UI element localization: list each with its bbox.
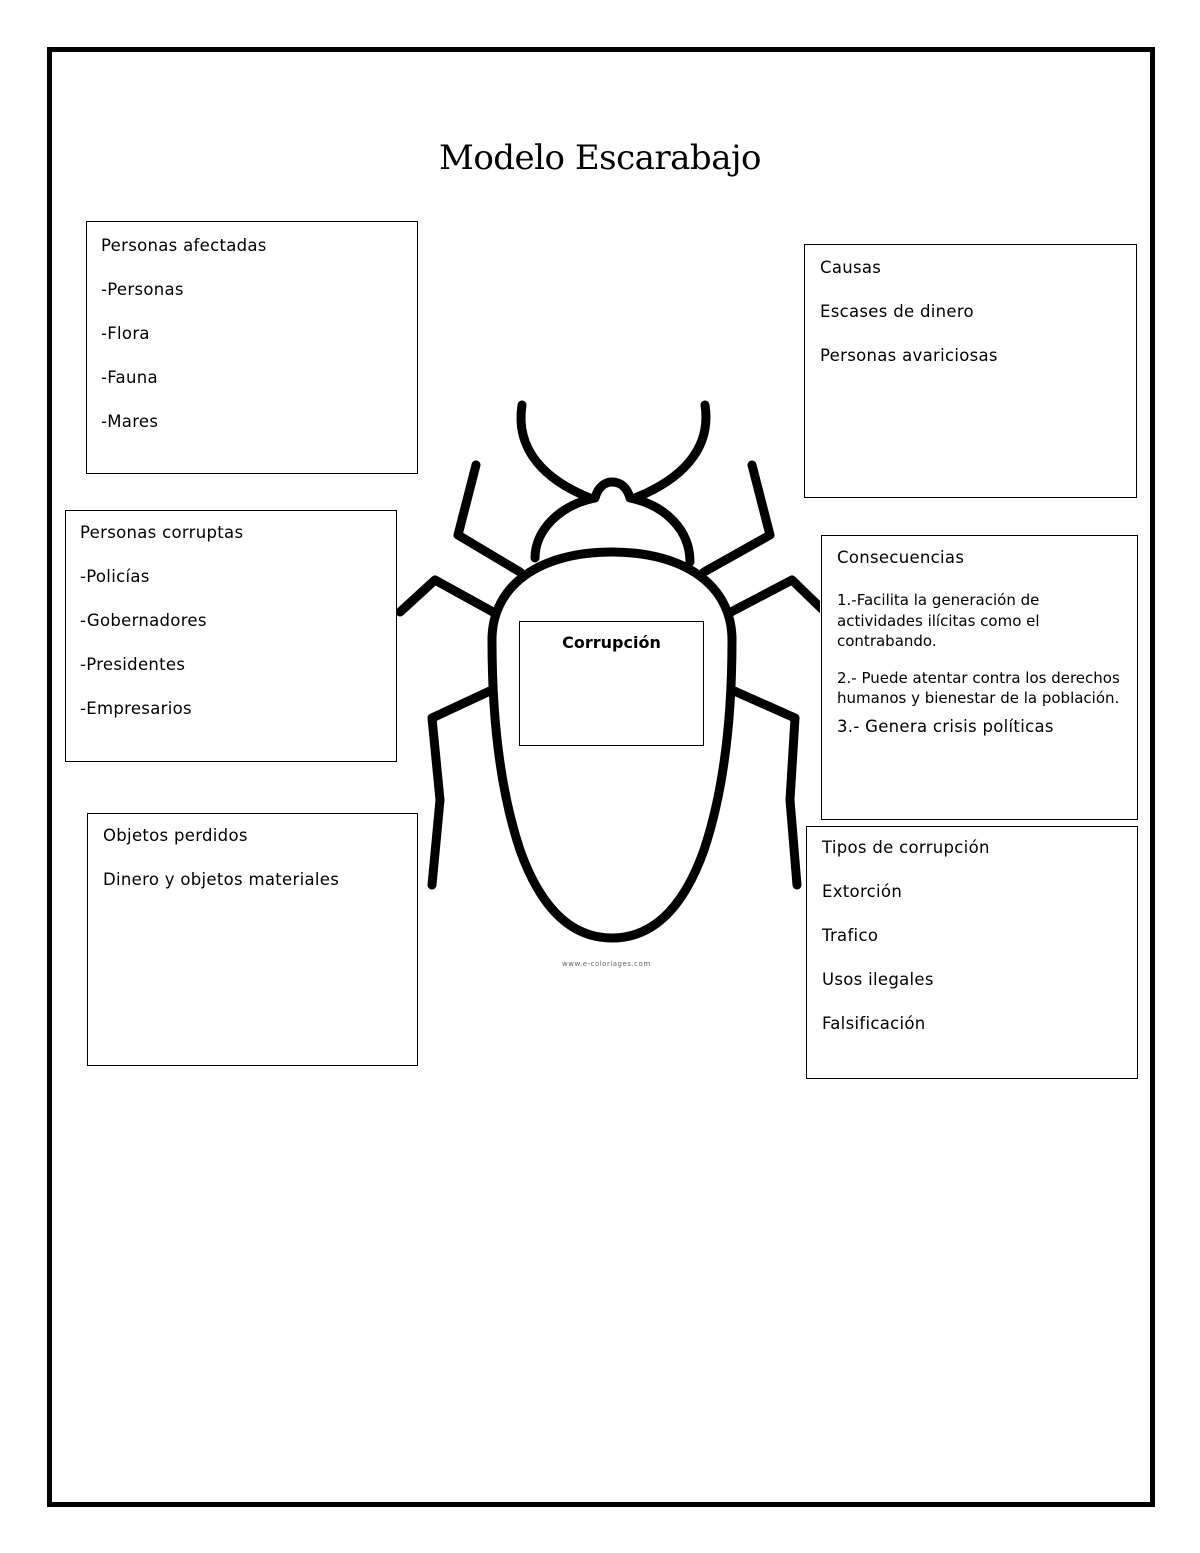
- antenna-right: [635, 405, 706, 498]
- leg-mid-left: [400, 580, 493, 612]
- box-objetos-perdidos: [87, 813, 418, 1066]
- list-item: 1.-Facilita la generación de actividades ilícitas como el contrabando.: [837, 591, 1040, 650]
- center-concept-box: [519, 621, 704, 746]
- box-heading: Objetos perdidos: [103, 826, 248, 845]
- box-tipos-corrupcion: [806, 826, 1138, 1079]
- watermark: www.e-coloriages.com: [562, 960, 651, 968]
- list-item: -Flora: [101, 324, 150, 343]
- diagram-title: Modelo Escarabajo: [439, 138, 761, 178]
- list-item: Usos ilegales: [822, 970, 934, 989]
- box-heading: Personas corruptas: [80, 523, 244, 542]
- list-item: -Empresarios: [80, 699, 192, 718]
- list-item: Falsificación: [822, 1014, 926, 1033]
- leg-mid-right: [731, 580, 820, 612]
- list-item: -Mares: [101, 412, 159, 431]
- list-item: Dinero y objetos materiales: [103, 870, 340, 889]
- center-concept-label: Corrupción: [562, 633, 661, 652]
- antenna-left: [521, 405, 590, 498]
- leg-front-left: [458, 465, 520, 572]
- box-heading: Personas afectadas: [101, 236, 267, 255]
- list-item: -Gobernadores: [80, 611, 207, 630]
- leg-back-right: [732, 690, 797, 885]
- box-heading: Causas: [820, 258, 882, 277]
- list-item: -Fauna: [101, 368, 158, 387]
- list-item: Trafico: [822, 926, 879, 945]
- box-causas: [804, 244, 1137, 498]
- box-heading: Tipos de corrupción: [822, 838, 990, 857]
- list-item: -Policías: [80, 567, 150, 586]
- box-personas-afectadas: [86, 221, 418, 474]
- list-item: 3.- Genera crisis políticas: [837, 716, 1054, 736]
- list-item: -Personas: [101, 280, 184, 299]
- list-item: Escases de dinero: [820, 302, 974, 321]
- list-item: Personas avariciosas: [820, 346, 998, 365]
- list-item: -Presidentes: [80, 655, 186, 674]
- leg-back-left: [432, 690, 492, 885]
- list-item: Extorción: [822, 882, 903, 901]
- list-item: 2.- Puede atentar contra los derechos humanos y bienestar de la población.: [837, 668, 1120, 707]
- leg-front-right: [704, 465, 770, 572]
- box-personas-corruptas: [65, 510, 397, 762]
- box-heading: Consecuencias: [837, 548, 965, 567]
- box-consecuencias: [821, 535, 1138, 820]
